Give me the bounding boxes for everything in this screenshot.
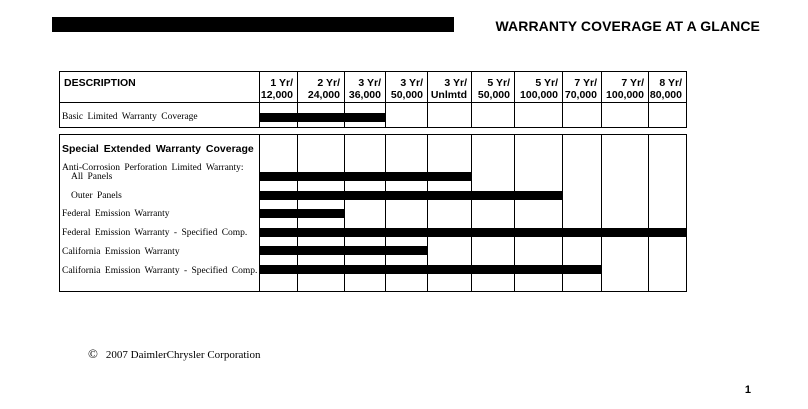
federal-emission-specified-label: Federal Emission Warranty - Specified Comp. [62, 228, 248, 238]
column-divider [471, 71, 472, 128]
description-header: DESCRIPTION [64, 77, 136, 89]
california-emission-label: California Emission Warranty [62, 247, 180, 257]
column-header-term: 3 Yr/ [400, 77, 423, 89]
column-header-term: 5 Yr/ [487, 77, 510, 89]
column-header-mileage: 100,000 [520, 89, 558, 101]
coverage-bar-federal-emission-specified [259, 228, 687, 237]
column-header-term: 2 Yr/ [317, 77, 340, 89]
copyright [88, 346, 260, 362]
federal-emission-label: Federal Emission Warranty [62, 209, 170, 219]
column-divider [648, 71, 649, 128]
column-header-term: 3 Yr/ [444, 77, 467, 89]
column-header-mileage: Unlmtd [430, 89, 467, 101]
coverage-bar-basic [259, 113, 386, 122]
column-header-mileage: 12,000 [260, 89, 293, 101]
coverage-bar-california-emission [259, 246, 428, 255]
column-header [349, 77, 381, 101]
column-header [565, 77, 597, 101]
column-header-mileage: 36,000 [348, 89, 381, 101]
column-header [606, 77, 644, 101]
column-header [520, 77, 558, 101]
column-header-term: 5 Yr/ [535, 77, 558, 89]
basic-row-label: Basic Limited Warranty Coverage [62, 112, 198, 122]
coverage-bar-california-emission-specified [259, 265, 602, 274]
page-number: 1 [744, 384, 751, 396]
column-header-term: 7 Yr/ [574, 77, 597, 89]
anti-corrosion-label: Anti-Corrosion Perforation Limited Warranty: [62, 163, 244, 173]
coverage-bar-all-panels [259, 172, 472, 181]
column-divider [601, 71, 602, 128]
column-header-term: 1 Yr/ [270, 77, 293, 89]
column-header [391, 77, 423, 101]
coverage-bar-outer-panels [259, 191, 563, 200]
column-header-term: 3 Yr/ [358, 77, 381, 89]
special-section-title: Special Extended Warranty Coverage [62, 143, 254, 155]
column-header-mileage: 100,000 [606, 89, 644, 101]
column-header-term: 8 Yr/ [659, 77, 682, 89]
column-divider [514, 71, 515, 128]
outer-panels-label: Outer Panels [71, 191, 122, 201]
column-header-mileage: 50,000 [390, 89, 423, 101]
column-divider [562, 71, 563, 128]
column-divider [427, 71, 428, 128]
header-divider [59, 102, 687, 103]
column-header [650, 77, 682, 101]
header-bar [52, 17, 454, 32]
column-header [261, 77, 293, 101]
california-emission-specified-label: California Emission Warranty - Specified Comp. [62, 266, 258, 276]
column-divider [648, 134, 649, 292]
column-header-mileage: 50,000 [477, 89, 510, 101]
column-header-mileage: 80,000 [649, 89, 682, 101]
coverage-bar-federal-emission [259, 209, 345, 218]
column-header-mileage: 70,000 [564, 89, 597, 101]
page-title: WARRANTY COVERAGE AT A GLANCE [495, 18, 760, 34]
column-header [478, 77, 510, 101]
column-header-mileage: 24,000 [307, 89, 340, 101]
column-header-term: 7 Yr/ [621, 77, 644, 89]
copyright-symbol: © [88, 346, 98, 361]
column-header [308, 77, 340, 101]
column-header [431, 77, 467, 101]
copyright-text: 2007 DaimlerChrysler Corporation [105, 349, 261, 361]
all-panels-label: All Panels [71, 172, 113, 182]
